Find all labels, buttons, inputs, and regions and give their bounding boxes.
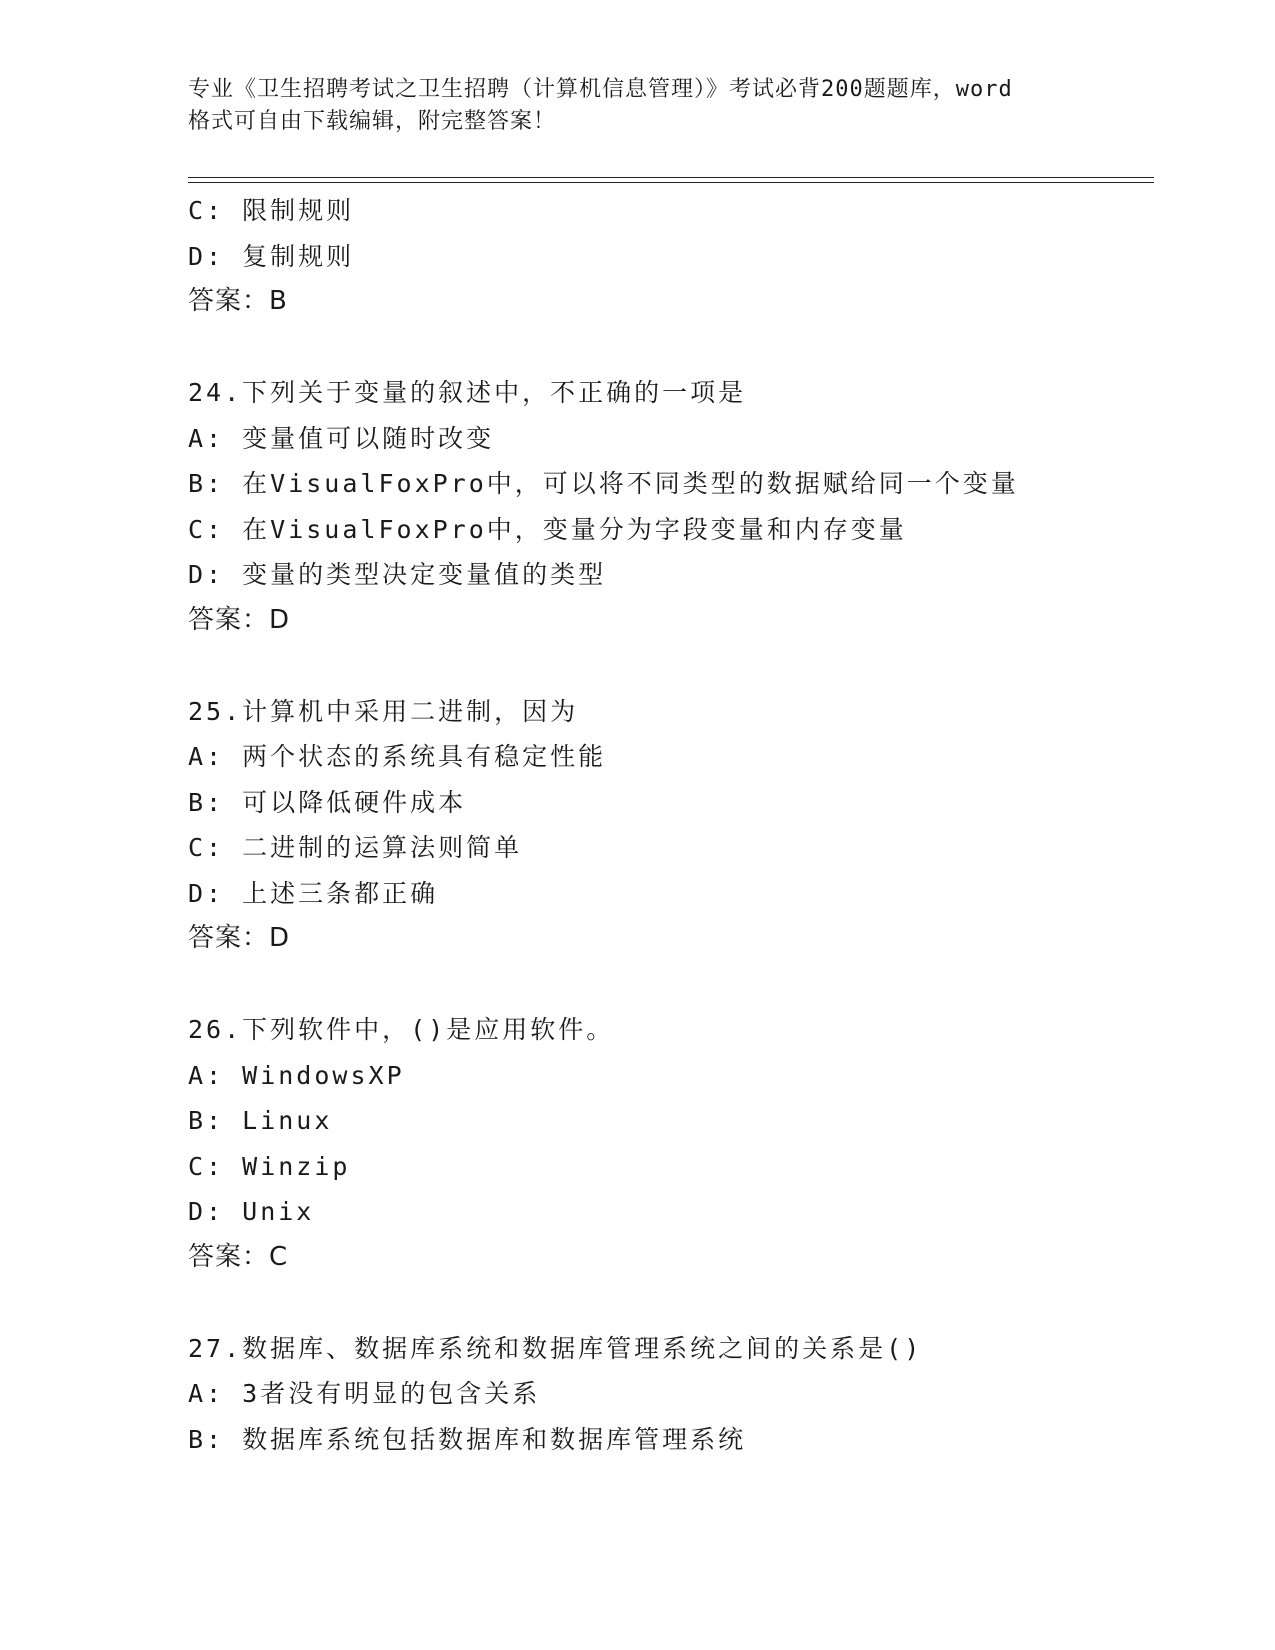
spacer — [188, 1280, 1154, 1326]
option-a: A: 3者没有明显的包含关系 — [188, 1379, 541, 1408]
document-header — [188, 74, 1088, 138]
option-a: A: 两个状态的系统具有稳定性能 — [188, 742, 607, 771]
option-a: A: 变量值可以随时改变 — [188, 423, 495, 453]
option-a: A: WindowsXP — [188, 1060, 405, 1090]
option-b: B: Linux — [188, 1106, 333, 1135]
header-rule-bottom — [188, 182, 1154, 183]
spacer — [188, 643, 1154, 689]
answer-line: 答案：D — [188, 923, 291, 953]
answer-line: 答案：B — [188, 286, 288, 316]
question-stem: 26.下列软件中，()是应用软件。 — [188, 1015, 615, 1044]
option-b: B: 数据库系统包括数据库和数据库管理系统 — [188, 1424, 747, 1454]
spacer — [188, 962, 1154, 1008]
question-24 — [188, 370, 1154, 643]
option-d: D: Unix — [188, 1197, 315, 1226]
header-line-2: 格式可自由下载编辑，附完整答案！ — [188, 109, 557, 134]
document-body — [188, 188, 1154, 1462]
question-stem: 27.数据库、数据库系统和数据库管理系统之间的关系是() — [188, 1333, 923, 1363]
question-block-continued — [188, 188, 1154, 325]
spacer — [188, 325, 1154, 371]
header-line-1: 专业《卫生招聘考试之卫生招聘（计算机信息管理）》考试必背200题题库，word — [188, 77, 1013, 102]
option-d: D: 变量的类型决定变量值的类型 — [188, 560, 607, 589]
option-c: C: 限制规则 — [188, 196, 355, 225]
option-b: B: 在VisualFoxPro中，可以将不同类型的数据赋给同一个变量 — [188, 469, 1019, 498]
option-d: D: 复制规则 — [188, 241, 355, 271]
option-c: C: Winzip — [188, 1151, 351, 1181]
question-25 — [188, 689, 1154, 962]
answer-line: 答案：C — [188, 1241, 289, 1272]
answer-line: 答案：D — [188, 604, 291, 635]
question-stem: 24.下列关于变量的叙述中，不正确的一项是 — [188, 378, 747, 407]
option-b: B: 可以降低硬件成本 — [188, 787, 467, 817]
option-d: D: 上述三条都正确 — [188, 878, 439, 908]
question-stem: 25.计算机中采用二进制，因为 — [188, 696, 579, 726]
option-c: C: 二进制的运算法则简单 — [188, 833, 523, 862]
question-26 — [188, 1007, 1154, 1280]
option-c: C: 在VisualFoxPro中，变量分为字段变量和内存变量 — [188, 514, 907, 544]
header-rule-top — [188, 177, 1154, 178]
question-27 — [188, 1326, 1154, 1463]
